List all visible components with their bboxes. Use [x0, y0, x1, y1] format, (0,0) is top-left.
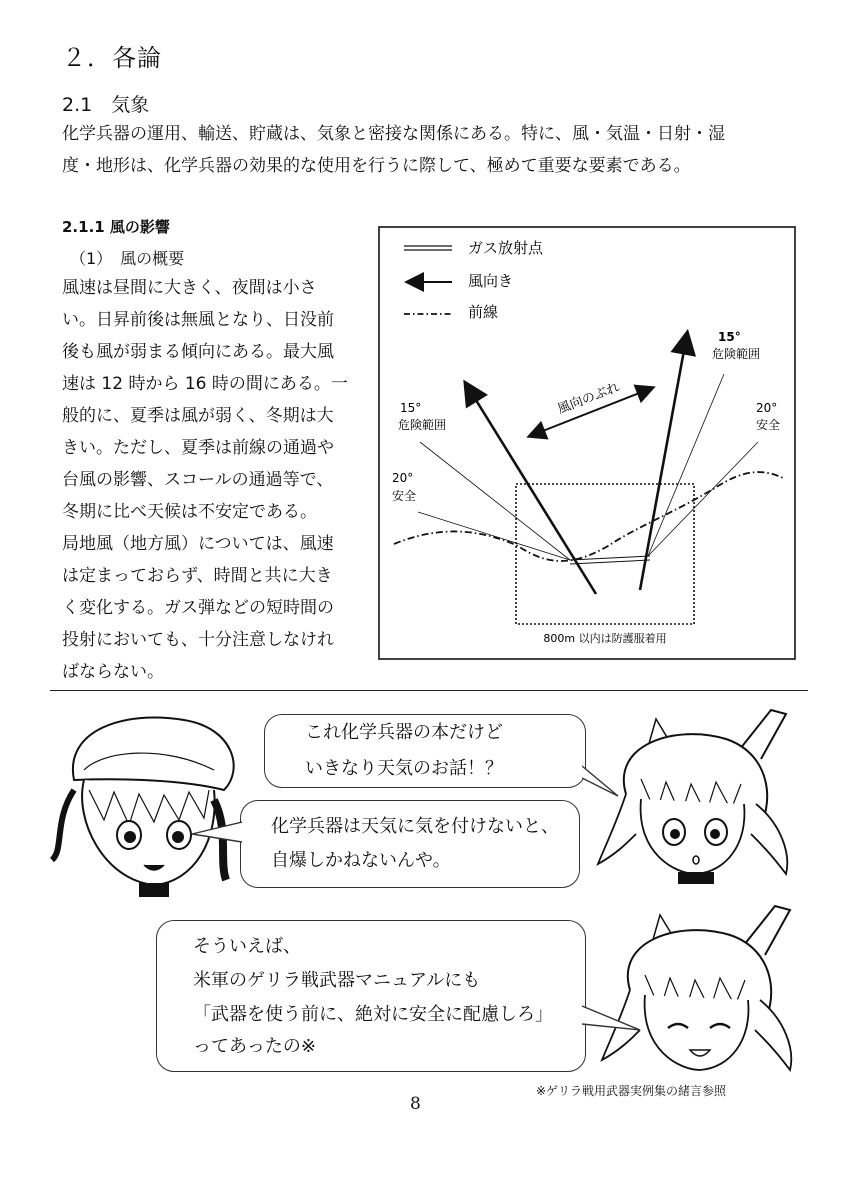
bubble-3-line-4: ってあったの※: [193, 1036, 316, 1057]
body-line: 局地風（地方風）については、風速: [62, 534, 334, 554]
body-line: い。日昇前後は無風となり、日没前: [62, 310, 334, 330]
section-title: 2.1 気象: [62, 94, 150, 116]
legend-wind-label: 風向き: [468, 272, 514, 290]
left-20-text: 安全: [392, 489, 417, 503]
body-line: 投射においても、十分注意しなけれ: [62, 630, 334, 650]
weather-front-line: [394, 472, 783, 561]
bubble-1-line-1: これ化学兵器の本だけど: [305, 722, 503, 743]
bubble-3-line-3: 「武器を使う前に、絶対に安全に配慮しろ」: [193, 1004, 553, 1025]
left-safe-line: [418, 512, 570, 560]
wind-arrow-left: [466, 384, 596, 594]
body-line: きい。ただし、夏季は前線の通過や: [62, 438, 334, 458]
left-danger-line: [420, 442, 570, 560]
wind-diagram: [378, 226, 796, 660]
right-20-text: 安全: [756, 418, 781, 432]
body-line: 冬期に比べ天候は不安定である。: [62, 502, 317, 522]
legend-front-label: 前線: [468, 303, 499, 321]
subsection-title: 2.1.1 風の影響: [62, 218, 170, 236]
right-15-deg: 15°: [718, 330, 741, 344]
bubble-2-line-2: 自爆しかねないんや。: [271, 850, 451, 871]
page-number: 8: [410, 1094, 421, 1114]
chapter-title: ２．各論: [62, 44, 162, 72]
right-20-deg: 20°: [756, 401, 778, 415]
body-line: く変化する。ガス弾などの短時間の: [62, 598, 334, 618]
speech-bubble-3: [156, 920, 586, 1072]
bubble-2-tail: [190, 818, 242, 848]
speech-bubble-1: [264, 714, 586, 788]
footnote: ※ゲリラ戦用武器実例集の緒言参照: [536, 1084, 727, 1098]
right-danger-line: [648, 374, 724, 556]
body-line: ばならない。: [62, 662, 164, 682]
bubble-3-line-2: 米軍のゲリラ戦武器マニュアルにも: [193, 970, 481, 991]
left-20-deg: 20°: [392, 471, 414, 485]
section-divider: [50, 690, 808, 691]
left-15-deg: 15°: [400, 401, 422, 415]
body-line: 後も風が弱まる傾向にある。最大風: [62, 342, 334, 362]
intro-line-1: 化学兵器の運用、輸送、貯蔵は、気象と密接な関係にある。特に、風・気温・日射・湿: [62, 124, 725, 144]
diagram-frame: [379, 227, 795, 659]
legend-gas-point-label: ガス放射点: [468, 239, 544, 257]
body-line: 速は 12 時から 16 時の間にある。一: [62, 374, 348, 394]
right-15-text: 危険範囲: [712, 347, 761, 361]
body-line: 風速は昼間に大きく、夜間は小さ: [62, 278, 317, 298]
speech-bubble-2: [240, 800, 580, 888]
body-line: は定まっておらず、時間と共に大き: [62, 566, 333, 586]
bubble-2-line-1: 化学兵器は天気に気を付けないと、: [271, 816, 559, 837]
wind-swing-label: 風向のぶれ: [555, 380, 622, 418]
protective-zone-caption: 800m 以内は防護服着用: [543, 632, 667, 645]
body-line: 般的に、夏季は風が弱く、冬期は大: [62, 406, 334, 426]
bubble-1-line-2: いきなり天気のお話！？: [305, 758, 503, 779]
wind-arrow-right: [640, 334, 687, 590]
legend-gas-point: [404, 246, 452, 250]
left-15-text: 危険範囲: [398, 418, 447, 432]
character-twin-tail-girl-smiling: [590, 900, 800, 1080]
body-line: 台風の影響、スコールの通過等で、: [62, 470, 334, 490]
bubble-1-tail: [582, 760, 622, 800]
intro-line-2: 度・地形は、化学兵器の効果的な使用を行うに際して、極めて重要な要素である。: [62, 156, 691, 176]
character-beret-girl: [44, 700, 244, 900]
protective-zone-box: [516, 484, 694, 624]
bubble-3-line-1: そういえば、: [193, 936, 301, 957]
bubble-3-tail: [582, 1000, 642, 1040]
item-title: （1） 風の概要: [70, 249, 185, 268]
